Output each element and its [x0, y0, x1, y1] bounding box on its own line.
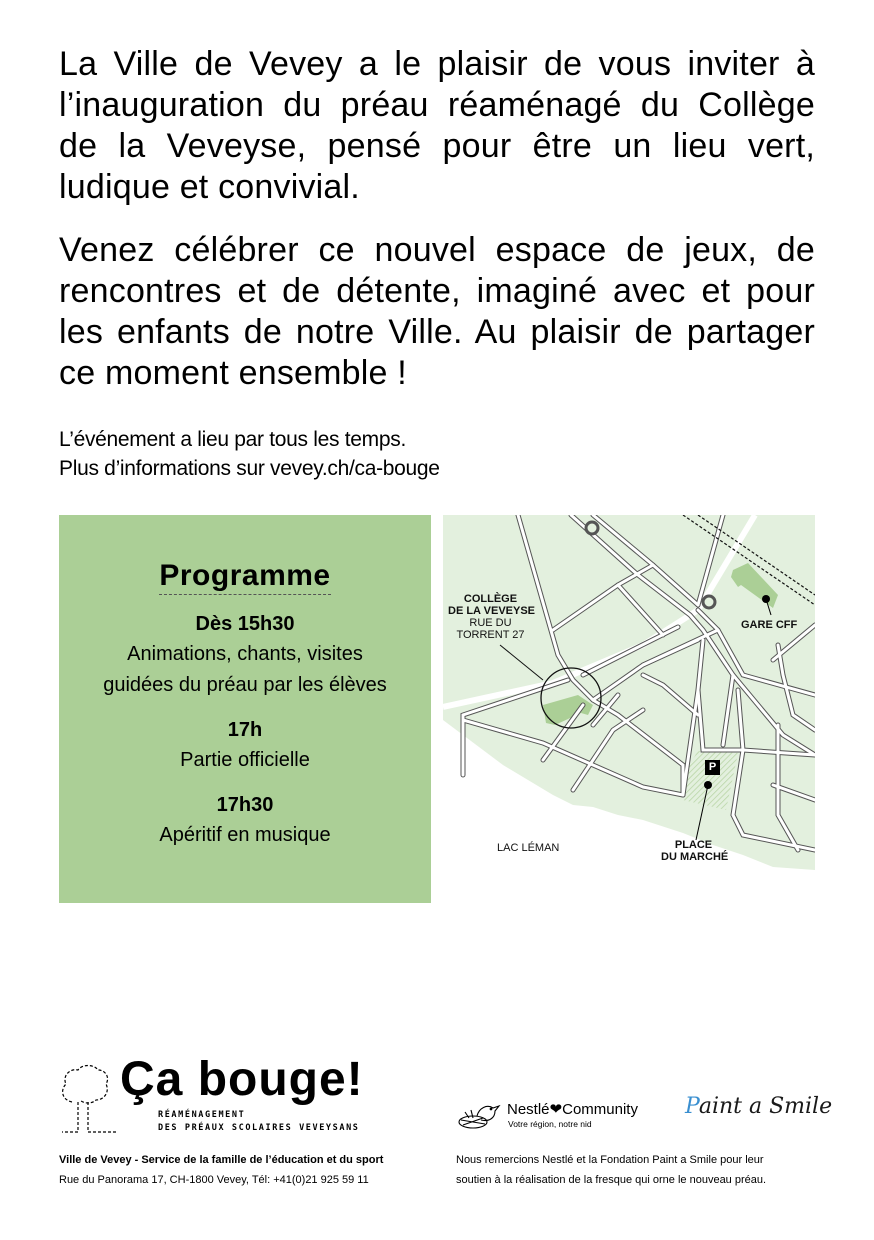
programme-time: 17h: [227, 719, 263, 741]
programme-time: 17h30: [216, 794, 274, 816]
intro-text: [59, 44, 815, 394]
programme-description: Animations, chants, visites: [127, 643, 363, 665]
sponsor-logos: [455, 1094, 833, 1136]
thanks-line-2: soutien à la réalisation de la fresque qui orne le nouveau préau.: [456, 1174, 767, 1186]
location-map: [443, 515, 815, 870]
programme-title: Programme: [159, 559, 330, 595]
programme-time: Dès 15h30: [195, 613, 295, 635]
organisation-name: Ville de Vevey - Service de la famille de l’éducation et du sport: [59, 1154, 384, 1166]
organisation-address: Rue du Panorama 17, CH-1800 Vevey, Tél: +41(0)21 925 59 11: [59, 1174, 369, 1186]
programme-box: [59, 515, 431, 903]
more-info-link[interactable]: Plus d’informations sur vevey.ch/ca-bouge: [59, 457, 440, 480]
nestle-nest-icon: [455, 1098, 501, 1132]
paint-a-smile-logo: Paint a Smile: [685, 1094, 833, 1119]
organisation-info: [59, 1150, 439, 1190]
sponsor-thanks: [456, 1150, 826, 1190]
ca-bouge-logo: [58, 1053, 378, 1140]
heart-icon: ❤: [549, 1101, 563, 1118]
programme-description: Apéritif en musique: [159, 824, 331, 846]
logo-title: Ça bouge!: [120, 1053, 364, 1106]
map-label-lake: LAC LÉMAN: [497, 842, 560, 854]
programme-description: Partie officielle: [180, 749, 310, 771]
parking-symbol: P: [708, 761, 717, 773]
programme-item: [59, 715, 431, 776]
programme-description: guidées du préau par les élèves: [103, 674, 387, 696]
logo-subtitle-1: RÉAMÉNAGEMENT: [158, 1110, 246, 1120]
map-label-market: PLACE DU MARCHÉ: [661, 839, 729, 863]
programme-item: [59, 609, 431, 701]
map-label-college: COLLÈGE DE LA VEVEYSE RUE DU TORRENT 27: [448, 593, 536, 641]
map-graphic: [443, 515, 815, 870]
tree-icon: [58, 1062, 118, 1137]
event-info: [59, 425, 559, 483]
map-label-station: GARE CFF: [741, 619, 798, 631]
nestle-tagline: Votre région, notre nid: [508, 1119, 592, 1129]
weather-note: L’événement a lieu par tous les temps.: [59, 428, 406, 451]
programme-item: [59, 790, 431, 851]
thanks-line-1: Nous remercions Nestlé et la Fondation Paint a Smile pour leur: [456, 1154, 764, 1166]
intro-paragraph-1: La Ville de Vevey a le plaisir de vous inviter à l’inauguration du préau réaménagé du Collège de la Veveyse, pensé pour être un lieu vert, ludique et convivial.: [59, 45, 815, 206]
logo-subtitle-2: DES PRÉAUX SCOLAIRES VEVEYSANS: [158, 1123, 360, 1133]
nestle-community-name: Nestlé❤Community: [507, 1101, 638, 1118]
intro-paragraph-2: Venez célébrer ce nouvel espace de jeux, de rencontres et de détente, imaginé avec et pour les enfants de notre Ville. Au plaisir de partager ce moment ensemble !: [59, 231, 815, 392]
